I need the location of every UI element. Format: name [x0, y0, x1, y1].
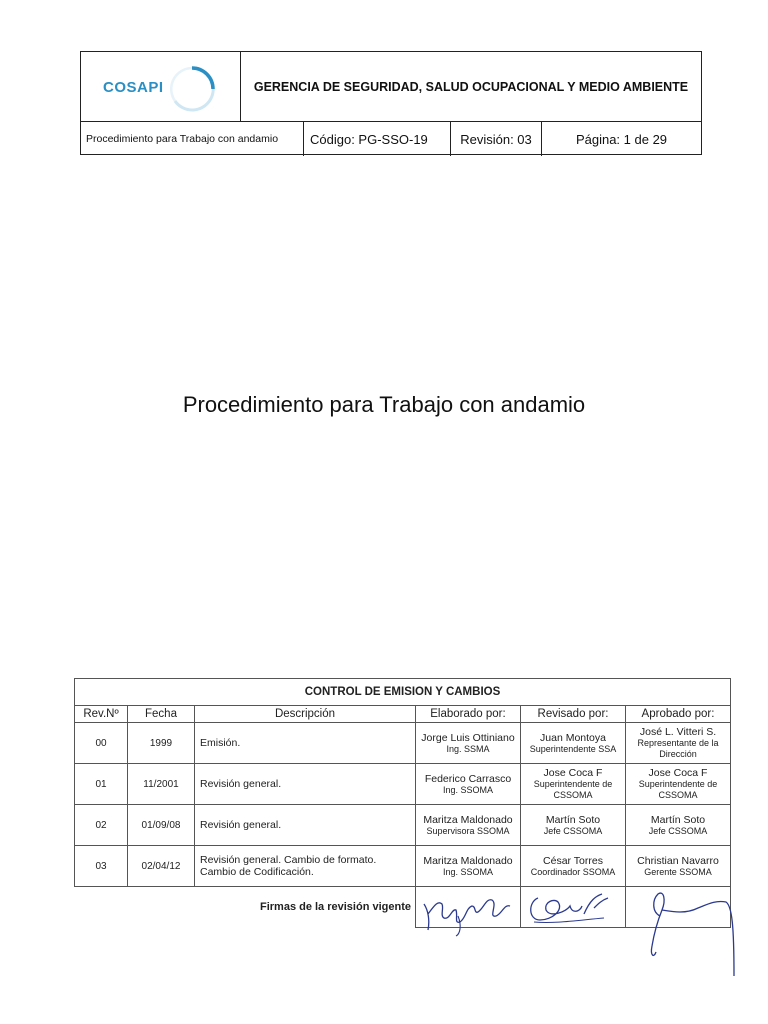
- person-name: Maritza Maldonado: [423, 854, 513, 867]
- signatures-row: [75, 887, 731, 928]
- description-cell: [195, 846, 416, 887]
- signature-reviewed-image: [524, 890, 616, 930]
- person-name: Christian Navarro: [637, 854, 719, 867]
- column-header: Elaborado por:: [416, 706, 521, 723]
- control-table-header: [75, 706, 731, 723]
- approved-by-cell: [626, 805, 731, 846]
- reviewed-by-cell: [521, 764, 626, 805]
- reviewed-by-cell: [521, 805, 626, 846]
- person-role: Representante de la Dirección: [637, 738, 719, 759]
- rev-cell: 00: [75, 723, 128, 764]
- person-role: Coordinador SSOMA: [530, 866, 616, 877]
- control-table: [74, 678, 730, 928]
- company-logo-text: COSAPI: [103, 79, 164, 96]
- prepared-by-cell: [416, 723, 521, 764]
- signatures-label: Firmas de la revisión vigente: [259, 901, 411, 914]
- person-role: Ing. SSOMA: [442, 784, 494, 795]
- rev-cell: 01: [75, 764, 128, 805]
- signature-approved-image: [642, 886, 742, 980]
- person-name: Federico Carrasco: [424, 772, 512, 785]
- prepared-by-cell: [416, 805, 521, 846]
- person-role: Jefe CSSOMA: [648, 825, 708, 836]
- column-header: Aprobado por:: [626, 706, 731, 723]
- description-line: Cambio de Codificación.: [200, 866, 314, 878]
- table-row: [75, 764, 731, 805]
- control-table-caption: CONTROL DE EMISION Y CAMBIOS: [75, 679, 731, 706]
- rev-cell: 03: [75, 846, 128, 887]
- approved-by-cell: [626, 764, 731, 805]
- page-number: Página: 1 de 29: [575, 131, 668, 147]
- date-cell: 1999: [128, 723, 195, 764]
- table-row: [75, 723, 731, 764]
- reviewed-by-cell: [521, 723, 626, 764]
- person-role: Ing. SSMA: [446, 743, 490, 754]
- description-line: Revisión general.: [200, 778, 282, 790]
- revision-number: Revisión: 03: [451, 122, 542, 156]
- column-header: Fecha: [128, 706, 195, 723]
- procedure-name: Procedimiento para Trabajo con andamio: [81, 122, 304, 156]
- date-cell: 11/2001: [128, 764, 195, 805]
- header-info-row: [81, 121, 701, 155]
- column-header: Revisado por:: [521, 706, 626, 723]
- person-role: Ing. SSOMA: [442, 866, 494, 877]
- description-cell: [195, 805, 416, 846]
- person-name: Martín Soto: [650, 813, 706, 826]
- department-title: GERENCIA DE SEGURIDAD, SALUD OCUPACIONAL Y MEDIO AMBIENTE: [253, 79, 689, 94]
- column-header: Descripción: [195, 706, 416, 723]
- description-cell: [195, 723, 416, 764]
- logo-cell: [81, 52, 241, 121]
- person-name: Jorge Luis Ottiniano: [421, 731, 515, 744]
- person-name: César Torres: [543, 854, 603, 867]
- table-row: [75, 805, 731, 846]
- column-header: Rev.Nº: [75, 706, 128, 723]
- person-name: Juan Montoya: [540, 731, 606, 744]
- person-name: Jose Coca F: [648, 767, 708, 779]
- document-title: Procedimiento para Trabajo con andamio: [182, 392, 586, 417]
- prepared-by-cell: [416, 846, 521, 887]
- description-line: Emisión.: [200, 737, 241, 749]
- person-role: Superintendente SSA: [529, 743, 617, 754]
- person-role: Supervisora SSOMA: [426, 825, 510, 836]
- reviewed-by-cell: [521, 846, 626, 887]
- person-role: Superintendente de CSSOMA: [533, 779, 613, 800]
- approved-by-cell: [626, 846, 731, 887]
- person-name: Martín Soto: [545, 813, 601, 826]
- person-name: José L. Vitteri S.: [639, 726, 717, 738]
- description-line: Revisión general.: [200, 819, 282, 831]
- date-cell: 01/09/08: [128, 805, 195, 846]
- prepared-by-cell: [416, 764, 521, 805]
- person-role: Superintendente de CSSOMA: [638, 779, 718, 800]
- table-row: [75, 846, 731, 887]
- person-name: Maritza Maldonado: [423, 813, 513, 826]
- company-logo-ring-icon: [167, 64, 217, 114]
- date-cell: 02/04/12: [128, 846, 195, 887]
- person-role: Gerente SSOMA: [644, 866, 712, 877]
- rev-cell: 02: [75, 805, 128, 846]
- person-name: Jose Coca F: [543, 767, 603, 779]
- person-role: Jefe CSSOMA: [543, 825, 603, 836]
- description-cell: [195, 764, 416, 805]
- document-header: [80, 51, 702, 155]
- description-line: Revisión general. Cambio de formato.: [200, 854, 377, 866]
- document-code: Código: PG-SSO-19: [304, 122, 451, 156]
- signature-prepared-image: [418, 890, 518, 938]
- approved-by-cell: [626, 723, 731, 764]
